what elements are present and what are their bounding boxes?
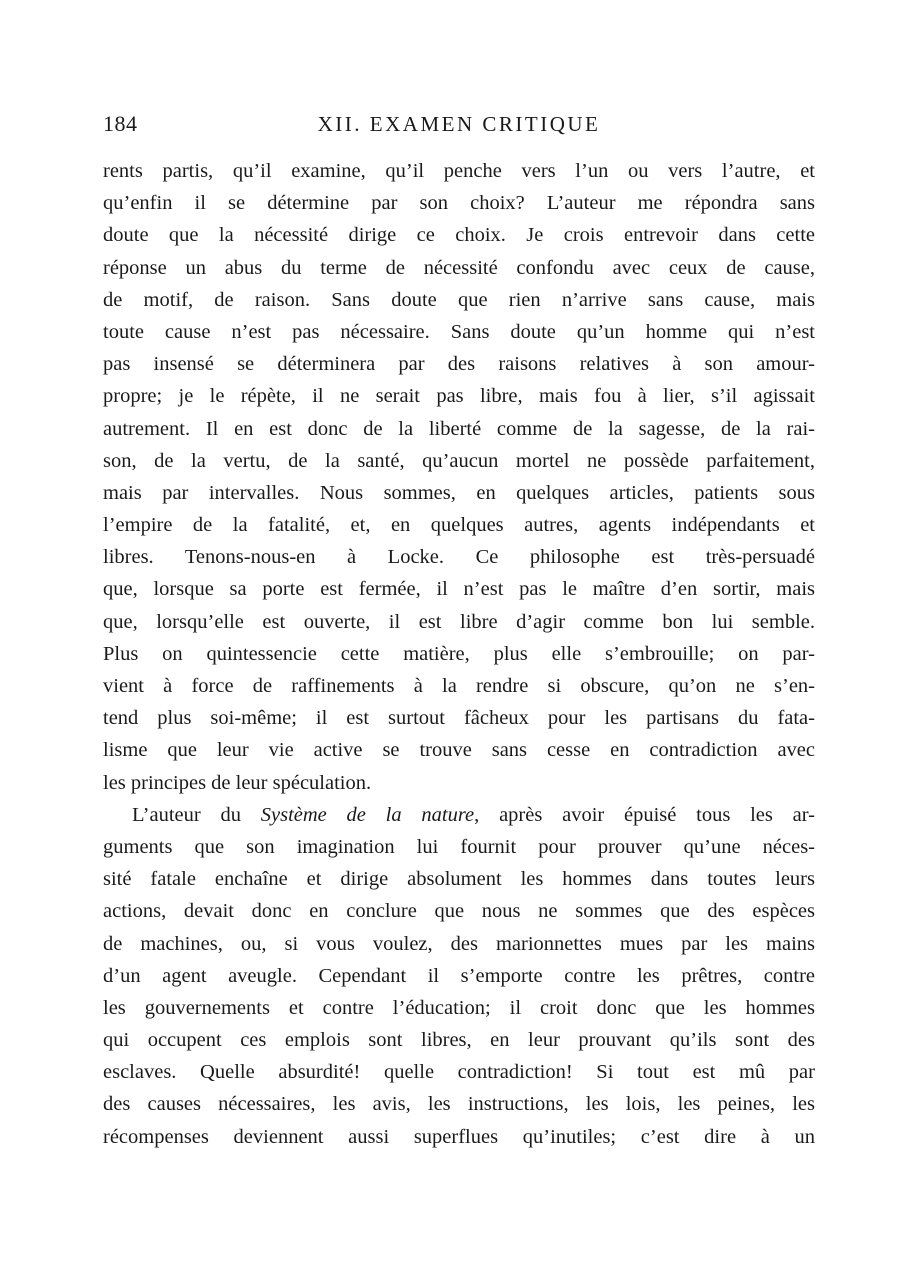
page-number: 184 <box>103 111 138 136</box>
text-line: pas insensé se déterminera par des raisons relatives à son amour- <box>103 353 815 376</box>
text-line: esclaves. Quelle absurdité! quelle contradiction! Si tout est mû par <box>103 1061 815 1084</box>
text-line: des causes nécessaires, les avis, les instructions, les lois, les peines, les <box>103 1093 815 1116</box>
text-line: de machines, ou, si vous voulez, des marionnettes mues par les mains <box>103 932 815 955</box>
text-line: propre; je le répète, il ne serait pas libre, mais fou à lier, s’il agissait <box>103 385 815 408</box>
text-line: qu’enfin il se détermine par son choix? L’auteur me répondra sans <box>103 192 815 215</box>
text-line: Plus on quintessencie cette matière, plus elle s’embrouille; on par- <box>103 642 815 665</box>
paragraph-2 <box>103 799 815 1153</box>
text-run: L’auteur du <box>132 803 261 826</box>
text-line: lisme que leur vie active se trouve sans cesse en contradiction avec <box>103 739 815 762</box>
text-line: vient à force de raffinements à la rendre si obscure, qu’on ne s’en- <box>103 675 815 697</box>
text-line: les principes de leur spéculation. <box>103 771 372 794</box>
text-line: rents partis, qu’il examine, qu’il penche vers l’un ou vers l’autre, et <box>103 160 815 182</box>
text-line: libres. Tenons-nous-en à Locke. Ce philosophe est très-persuadé <box>103 546 815 569</box>
running-title: XII. EXAMEN CRITIQUE <box>317 112 601 136</box>
text-line: que, lorsqu’elle est ouverte, il est libre d’agir comme bon lui semble. <box>103 610 815 633</box>
text-line: réponse un abus du terme de nécessité confondu avec ceux de cause, <box>103 256 815 279</box>
text-line: de motif, de raison. Sans doute que rien n’arrive sans cause, mais <box>103 288 815 311</box>
text-run: , après avoir épuisé tous les ar- <box>474 803 815 826</box>
text-line: d’un agent aveugle. Cependant il s’emporte contre les prêtres, contre <box>103 964 815 987</box>
text-line: doute que la nécessité dirige ce choix. Je crois entrevoir dans cette <box>103 224 815 247</box>
paragraph-1 <box>103 155 815 799</box>
text-line: mais par intervalles. Nous sommes, en quelques articles, patients sous <box>103 481 815 504</box>
text-line: autrement. Il en est donc de la liberté comme de la sagesse, de la rai- <box>103 417 815 440</box>
text-line: son, de la vertu, de la santé, qu’aucun mortel ne possède parfaitement, <box>103 449 815 472</box>
text-line: les gouvernements et contre l’éducation; il croit donc que les hommes <box>103 996 815 1019</box>
text-line: qui occupent ces emplois sont libres, en leur prouvant qu’ils sont des <box>103 1029 815 1052</box>
text-line: actions, devait donc en conclure que nous ne sommes que des espèces <box>103 900 815 923</box>
body-text <box>103 155 815 1153</box>
text-line: l’empire de la fatalité, et, en quelques autres, agents indépendants et <box>103 514 815 537</box>
text-line-first <box>103 799 815 831</box>
text-line: récompenses deviennent aussi superflues qu’inutiles; c’est dire à un <box>103 1125 815 1148</box>
text-line: guments que son imagination lui fournit pour prouver qu’une néces- <box>103 835 815 858</box>
text-line: sité fatale enchaîne et dirige absolument les hommes dans toutes leurs <box>103 868 815 891</box>
text-line: que, lorsque sa porte est fermée, il n’est pas le maître d’en sortir, mais <box>103 578 815 601</box>
text-line: toute cause n’est pas nécessaire. Sans doute qu’un homme qui n’est <box>103 320 815 343</box>
book-title: Système de la nature <box>260 803 475 826</box>
running-head <box>103 110 815 138</box>
text-line: tend plus soi-même; il est surtout fâcheux pour les partisans du fata- <box>103 707 815 730</box>
